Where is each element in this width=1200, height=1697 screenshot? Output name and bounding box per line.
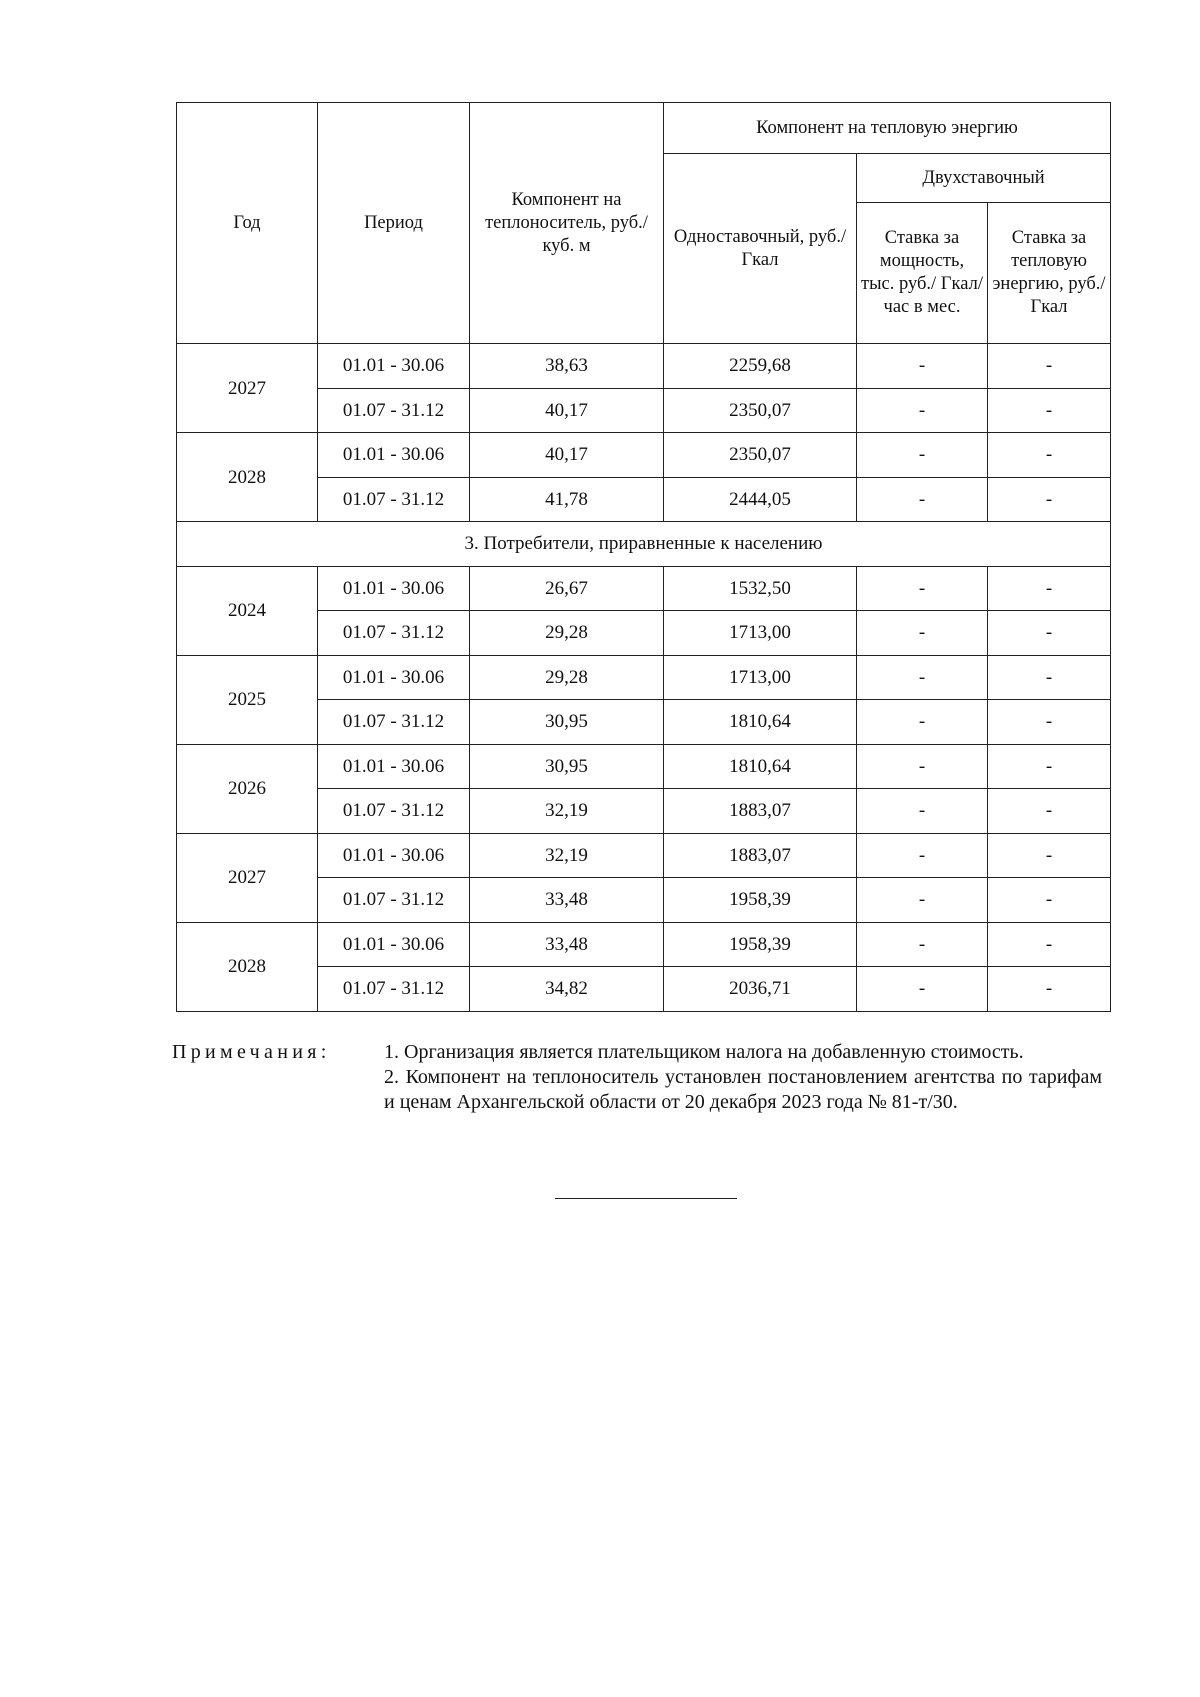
coolant-cell: 29,28 xyxy=(470,611,664,656)
period-cell: 01.07 - 31.12 xyxy=(318,967,470,1012)
coolant-cell: 38,63 xyxy=(470,344,664,389)
table-row xyxy=(177,967,1111,1012)
capacity-rate-cell: - xyxy=(857,967,988,1012)
table-section xyxy=(177,522,1111,567)
energy-rate-cell: - xyxy=(988,878,1111,923)
table-row xyxy=(177,878,1111,923)
single-rate-cell: 2036,71 xyxy=(664,967,857,1012)
table-row xyxy=(177,833,1111,878)
table-row xyxy=(177,789,1111,834)
capacity-rate-cell: - xyxy=(857,566,988,611)
coolant-cell: 32,19 xyxy=(470,789,664,834)
capacity-rate-cell: - xyxy=(857,344,988,389)
period-cell: 01.07 - 31.12 xyxy=(318,878,470,923)
capacity-rate-cell: - xyxy=(857,477,988,522)
single-rate-cell: 1532,50 xyxy=(664,566,857,611)
single-rate-cell: 1713,00 xyxy=(664,611,857,656)
year-cell: 2026 xyxy=(177,744,318,833)
single-rate-cell: 2350,07 xyxy=(664,388,857,433)
capacity-rate-cell: - xyxy=(857,744,988,789)
capacity-rate-cell: - xyxy=(857,388,988,433)
period-cell: 01.07 - 31.12 xyxy=(318,700,470,745)
energy-rate-cell: - xyxy=(988,967,1111,1012)
capacity-rate-cell: - xyxy=(857,700,988,745)
period-cell: 01.01 - 30.06 xyxy=(318,744,470,789)
header-coolant: Компонент на теплоноситель, руб./куб. м xyxy=(470,103,664,344)
end-rule xyxy=(555,1198,737,1199)
energy-rate-cell: - xyxy=(988,789,1111,834)
capacity-rate-cell: - xyxy=(857,433,988,478)
capacity-rate-cell: - xyxy=(857,611,988,656)
single-rate-cell: 1883,07 xyxy=(664,789,857,834)
single-rate-cell: 2444,05 xyxy=(664,477,857,522)
table-row xyxy=(177,477,1111,522)
energy-rate-cell: - xyxy=(988,700,1111,745)
capacity-rate-cell: - xyxy=(857,833,988,878)
table-row xyxy=(177,611,1111,656)
period-cell: 01.01 - 30.06 xyxy=(318,566,470,611)
energy-rate-cell: - xyxy=(988,744,1111,789)
tariff-table xyxy=(176,102,1111,1012)
header-capacity-rate: Ставка за мощность, тыс. руб./ Гкал/час в мес. xyxy=(857,203,988,344)
header-period: Период xyxy=(318,103,470,344)
energy-rate-cell: - xyxy=(988,566,1111,611)
header-two-rate: Двухставочный xyxy=(857,154,1111,203)
single-rate-cell: 1810,64 xyxy=(664,744,857,789)
table-body-top xyxy=(177,344,1111,522)
period-cell: 01.07 - 31.12 xyxy=(318,611,470,656)
coolant-cell: 41,78 xyxy=(470,477,664,522)
notes-label: Примечания: xyxy=(172,1041,331,1063)
energy-rate-cell: - xyxy=(988,611,1111,656)
year-cell: 2027 xyxy=(177,833,318,922)
year-cell: 2028 xyxy=(177,433,318,522)
table-row xyxy=(177,744,1111,789)
capacity-rate-cell: - xyxy=(857,878,988,923)
coolant-cell: 40,17 xyxy=(470,388,664,433)
capacity-rate-cell: - xyxy=(857,655,988,700)
period-cell: 01.07 - 31.12 xyxy=(318,477,470,522)
year-cell: 2024 xyxy=(177,566,318,655)
single-rate-cell: 1883,07 xyxy=(664,833,857,878)
header-energy-rate: Ставка за тепловую энергию, руб./Гкал xyxy=(988,203,1111,344)
capacity-rate-cell: - xyxy=(857,922,988,967)
coolant-cell: 32,19 xyxy=(470,833,664,878)
energy-rate-cell: - xyxy=(988,655,1111,700)
period-cell: 01.07 - 31.12 xyxy=(318,388,470,433)
coolant-cell: 33,48 xyxy=(470,922,664,967)
year-cell: 2025 xyxy=(177,655,318,744)
table-row xyxy=(177,700,1111,745)
energy-rate-cell: - xyxy=(988,388,1111,433)
coolant-cell: 30,95 xyxy=(470,700,664,745)
single-rate-cell: 1810,64 xyxy=(664,700,857,745)
capacity-rate-cell: - xyxy=(857,789,988,834)
coolant-cell: 30,95 xyxy=(470,744,664,789)
single-rate-cell: 2259,68 xyxy=(664,344,857,389)
table-body-bottom xyxy=(177,566,1111,1011)
table-row xyxy=(177,566,1111,611)
coolant-cell: 34,82 xyxy=(470,967,664,1012)
table-row xyxy=(177,433,1111,478)
coolant-cell: 40,17 xyxy=(470,433,664,478)
period-cell: 01.01 - 30.06 xyxy=(318,833,470,878)
header-year: Год xyxy=(177,103,318,344)
note-item: 2. Компонент на теплоноситель установлен постановлением агентства по тарифам и ценам Архангельской области от 20 декабря 2023 года № 81-т/30. xyxy=(384,1066,1102,1113)
note-item: 1. Организация является плательщиком налога на добавленную стоимость. xyxy=(384,1041,1024,1063)
energy-rate-cell: - xyxy=(988,922,1111,967)
coolant-cell: 33,48 xyxy=(470,878,664,923)
energy-rate-cell: - xyxy=(988,344,1111,389)
period-cell: 01.01 - 30.06 xyxy=(318,655,470,700)
energy-rate-cell: - xyxy=(988,433,1111,478)
single-rate-cell: 1713,00 xyxy=(664,655,857,700)
period-cell: 01.01 - 30.06 xyxy=(318,922,470,967)
table-row xyxy=(177,655,1111,700)
year-cell: 2028 xyxy=(177,922,318,1011)
table-row xyxy=(177,922,1111,967)
table-row xyxy=(177,388,1111,433)
table-header xyxy=(177,103,1111,344)
period-cell: 01.07 - 31.12 xyxy=(318,789,470,834)
header-heat-energy: Компонент на тепловую энергию xyxy=(664,103,1111,154)
coolant-cell: 29,28 xyxy=(470,655,664,700)
header-single-rate: Одноставочный, руб./Гкал xyxy=(664,154,857,344)
period-cell: 01.01 - 30.06 xyxy=(318,344,470,389)
notes-list xyxy=(384,1040,1102,1115)
year-cell: 2027 xyxy=(177,344,318,433)
single-rate-cell: 2350,07 xyxy=(664,433,857,478)
energy-rate-cell: - xyxy=(988,833,1111,878)
energy-rate-cell: - xyxy=(988,477,1111,522)
single-rate-cell: 1958,39 xyxy=(664,878,857,923)
period-cell: 01.01 - 30.06 xyxy=(318,433,470,478)
single-rate-cell: 1958,39 xyxy=(664,922,857,967)
section-title: 3. Потребители, приравненные к населению xyxy=(177,522,1111,567)
coolant-cell: 26,67 xyxy=(470,566,664,611)
table-row xyxy=(177,344,1111,389)
